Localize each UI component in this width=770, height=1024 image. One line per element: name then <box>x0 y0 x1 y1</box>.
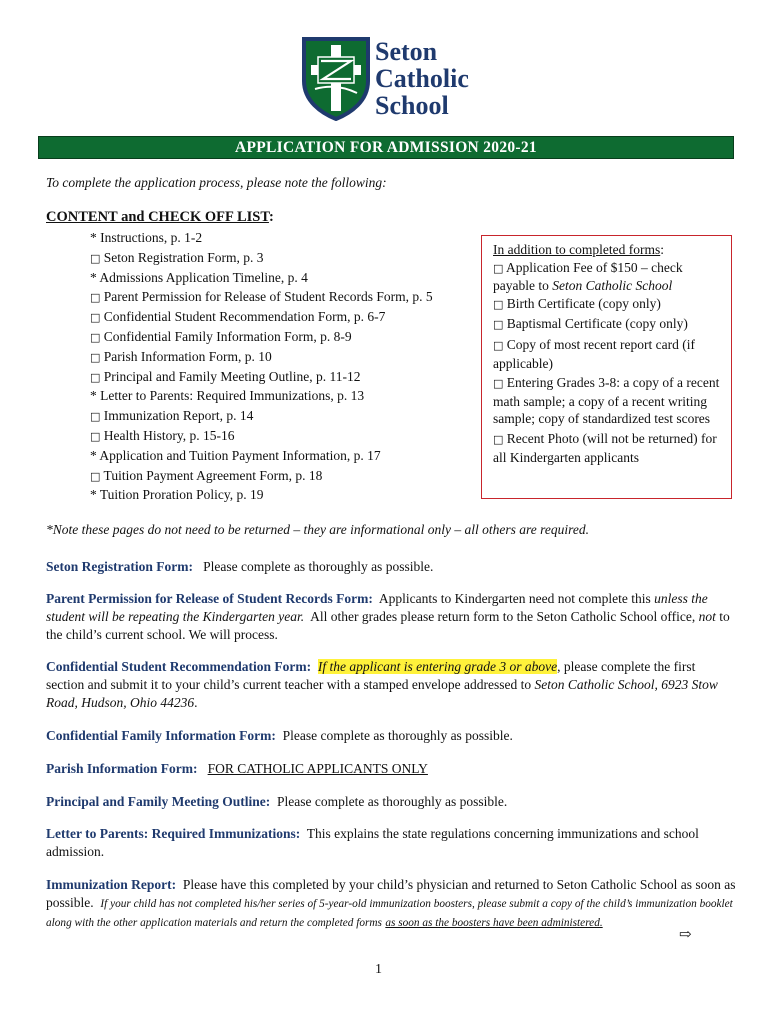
section-text: Applicants to Kindergarten need not complete this <box>378 591 651 606</box>
grades-text: Entering Grades 3-8: a copy of a recent math sample; a copy of a recent writing sample; copy of standardized test scores <box>493 375 720 427</box>
checklist-title-colon: : <box>268 209 274 225</box>
item-marker: * <box>90 269 97 285</box>
checklist-item <box>90 228 433 248</box>
checklist-title <box>46 209 274 226</box>
section-text: Please complete as thoroughly as possible. <box>277 794 508 809</box>
checklist-item <box>90 367 433 387</box>
section-permission <box>46 590 736 644</box>
birth-text: Birth Certificate (copy only) <box>506 295 661 311</box>
school-name-line3: School <box>375 91 449 120</box>
section-recommendation <box>46 658 736 712</box>
item-marker: * <box>90 447 97 463</box>
school-logo-shield-icon <box>301 37 371 121</box>
section-registration <box>46 558 736 576</box>
sidebox-item-grades <box>493 374 725 428</box>
sidebox-item-fee <box>493 259 725 295</box>
informational-note: *Note these pages do not need to be returned – they are informational only – all others are required. <box>46 522 590 537</box>
fee-text: Application Fee of $150 – check payable to <box>493 259 683 294</box>
sidebox-title-text: In addition to completed forms <box>493 242 661 257</box>
checklist-item <box>90 307 433 327</box>
checklist-item <box>90 347 433 367</box>
section-emphasis: not <box>698 609 716 624</box>
item-text: Application and Tuition Payment Information, p. 17 <box>99 447 381 463</box>
item-text: Instructions, p. 1-2 <box>100 230 203 245</box>
checkbox-icon: □ <box>90 410 101 424</box>
checkbox-icon: □ <box>90 291 101 305</box>
section-label: Immunization Report: <box>46 877 177 892</box>
checklist-item <box>90 268 433 288</box>
item-text: Tuition Payment Agreement Form, p. 18 <box>103 467 323 483</box>
section-text: Please complete as thoroughly as possible. <box>203 559 434 574</box>
section-text: , please complete the first section and submit it to your child’s current teacher with a stamped envelope addressed to <box>46 659 696 692</box>
school-name-line2: Catholic <box>375 64 469 93</box>
checkbox-icon: □ <box>90 429 101 443</box>
item-text: Parish Information Form, p. 10 <box>103 348 272 364</box>
checkbox-icon: □ <box>90 350 101 364</box>
checklist-item <box>90 446 433 466</box>
section-text: Please complete as thoroughly as possible. <box>282 728 513 743</box>
item-text: Letter to Parents: Required Immunizations, p. 13 <box>100 388 365 404</box>
checkbox-icon: □ <box>90 370 101 384</box>
checklist-item <box>90 248 433 268</box>
item-text: Confidential Student Recommendation Form, p. 6-7 <box>103 309 386 325</box>
section-text: Please have this completed by your child’s physician and returned to Seton Catholic School as soon as possible. <box>46 877 736 910</box>
checkbox-icon: □ <box>493 338 504 352</box>
checkbox-icon: □ <box>90 311 101 325</box>
section-label: Parish Information Form: <box>46 761 198 776</box>
item-marker: * <box>90 487 97 503</box>
section-label: Confidential Student Recommendation Form: <box>46 659 312 674</box>
section-parish <box>46 760 736 778</box>
school-name-line1: Seton <box>375 37 438 66</box>
baptism-text: Baptismal Certificate (copy only) <box>506 316 688 332</box>
section-label: Parent Permission for Release of Student Records Form: <box>46 591 373 606</box>
booster-note: If your child has not completed his/her series of 5-year-old immunization boosters, please submit a copy of the child’s immunization booklet along with the other application materials and return the completed forms <box>46 898 733 929</box>
section-label: Seton Registration Form: <box>46 559 193 574</box>
photo-text: Recent Photo (will not be returned) for all Kindergarten applicants <box>493 430 717 465</box>
checkbox-icon: □ <box>90 251 101 265</box>
highlighted-condition: If the applicant is entering grade 3 or above <box>317 659 558 674</box>
item-text: Parent Permission for Release of Student Records Form, p. 5 <box>103 289 433 305</box>
sidebox-item-baptism <box>493 315 725 334</box>
section-letter <box>46 825 736 861</box>
section-text2: All other grades please return form to the Seton Catholic School office, <box>310 609 696 624</box>
page-number: 1 <box>375 962 382 977</box>
section-meeting <box>46 793 736 811</box>
item-text: Tuition Proration Policy, p. 19 <box>99 487 264 503</box>
checklist-item <box>90 406 433 426</box>
item-text: Principal and Family Meeting Outline, p. 11-12 <box>103 368 361 384</box>
school-address: Seton Catholic School, 6923 Stow Road, Hudson, Ohio 44236 <box>46 677 718 710</box>
checkbox-icon: □ <box>493 297 504 311</box>
item-text: Confidential Family Information Form, p. 8-9 <box>103 328 352 344</box>
checklist-item <box>90 466 433 486</box>
checkbox-icon: □ <box>493 432 504 446</box>
section-label: Letter to Parents: Required Immunizations: <box>46 826 301 841</box>
checklist-item <box>90 386 433 406</box>
checkbox-icon: □ <box>90 330 101 344</box>
sidebox-title <box>493 241 725 259</box>
sidebox-item-photo <box>493 430 725 466</box>
checklist-item <box>90 287 433 307</box>
checklist-item <box>90 426 433 446</box>
item-text: Immunization Report, p. 14 <box>103 408 254 424</box>
section-immunization <box>46 876 736 932</box>
item-text: Health History, p. 15-16 <box>103 427 235 443</box>
section-end: . <box>194 695 198 710</box>
intro-text: To complete the application process, please note the following: <box>46 175 387 190</box>
checkbox-icon: □ <box>493 377 504 391</box>
section-family <box>46 727 736 745</box>
item-text: Seton Registration Form, p. 3 <box>103 249 264 265</box>
checkbox-icon: □ <box>493 318 504 332</box>
fee-payee: Seton Catholic School <box>552 278 673 294</box>
continue-arrow-icon: ⇨ <box>679 927 692 943</box>
sidebox-title-colon: : <box>660 242 664 257</box>
booster-note-underlined: as soon as the boosters have been administered. <box>385 917 603 929</box>
item-marker: * <box>90 230 97 245</box>
title-banner: APPLICATION FOR ADMISSION 2020-21 <box>38 136 734 159</box>
item-marker: * <box>90 388 97 404</box>
item-text: Admissions Application Timeline, p. 4 <box>99 269 308 285</box>
checklist <box>90 228 433 505</box>
section-text: This explains the state regulations concerning immunizations and school admission. <box>46 826 699 859</box>
checklist-title-text: CONTENT and CHECK OFF LIST <box>46 209 269 225</box>
report-text: Copy of most recent report card (if applicable) <box>493 336 695 371</box>
additional-items-box <box>481 235 732 499</box>
section-text3: to the child’s current school. We will process. <box>46 609 730 642</box>
sidebox-item-report <box>493 336 725 372</box>
checklist-item <box>90 485 433 505</box>
section-text: FOR CATHOLIC APPLICANTS ONLY <box>207 761 428 776</box>
checklist-item <box>90 327 433 347</box>
section-label: Principal and Family Meeting Outline: <box>46 794 271 809</box>
school-name <box>375 38 469 119</box>
checkbox-icon: □ <box>90 469 101 483</box>
checkbox-icon: □ <box>493 261 504 275</box>
section-label: Confidential Family Information Form: <box>46 728 276 743</box>
section-italic: unless the student will be repeating the Kindergarten year. <box>46 591 708 624</box>
sidebox-item-birth <box>493 295 725 314</box>
